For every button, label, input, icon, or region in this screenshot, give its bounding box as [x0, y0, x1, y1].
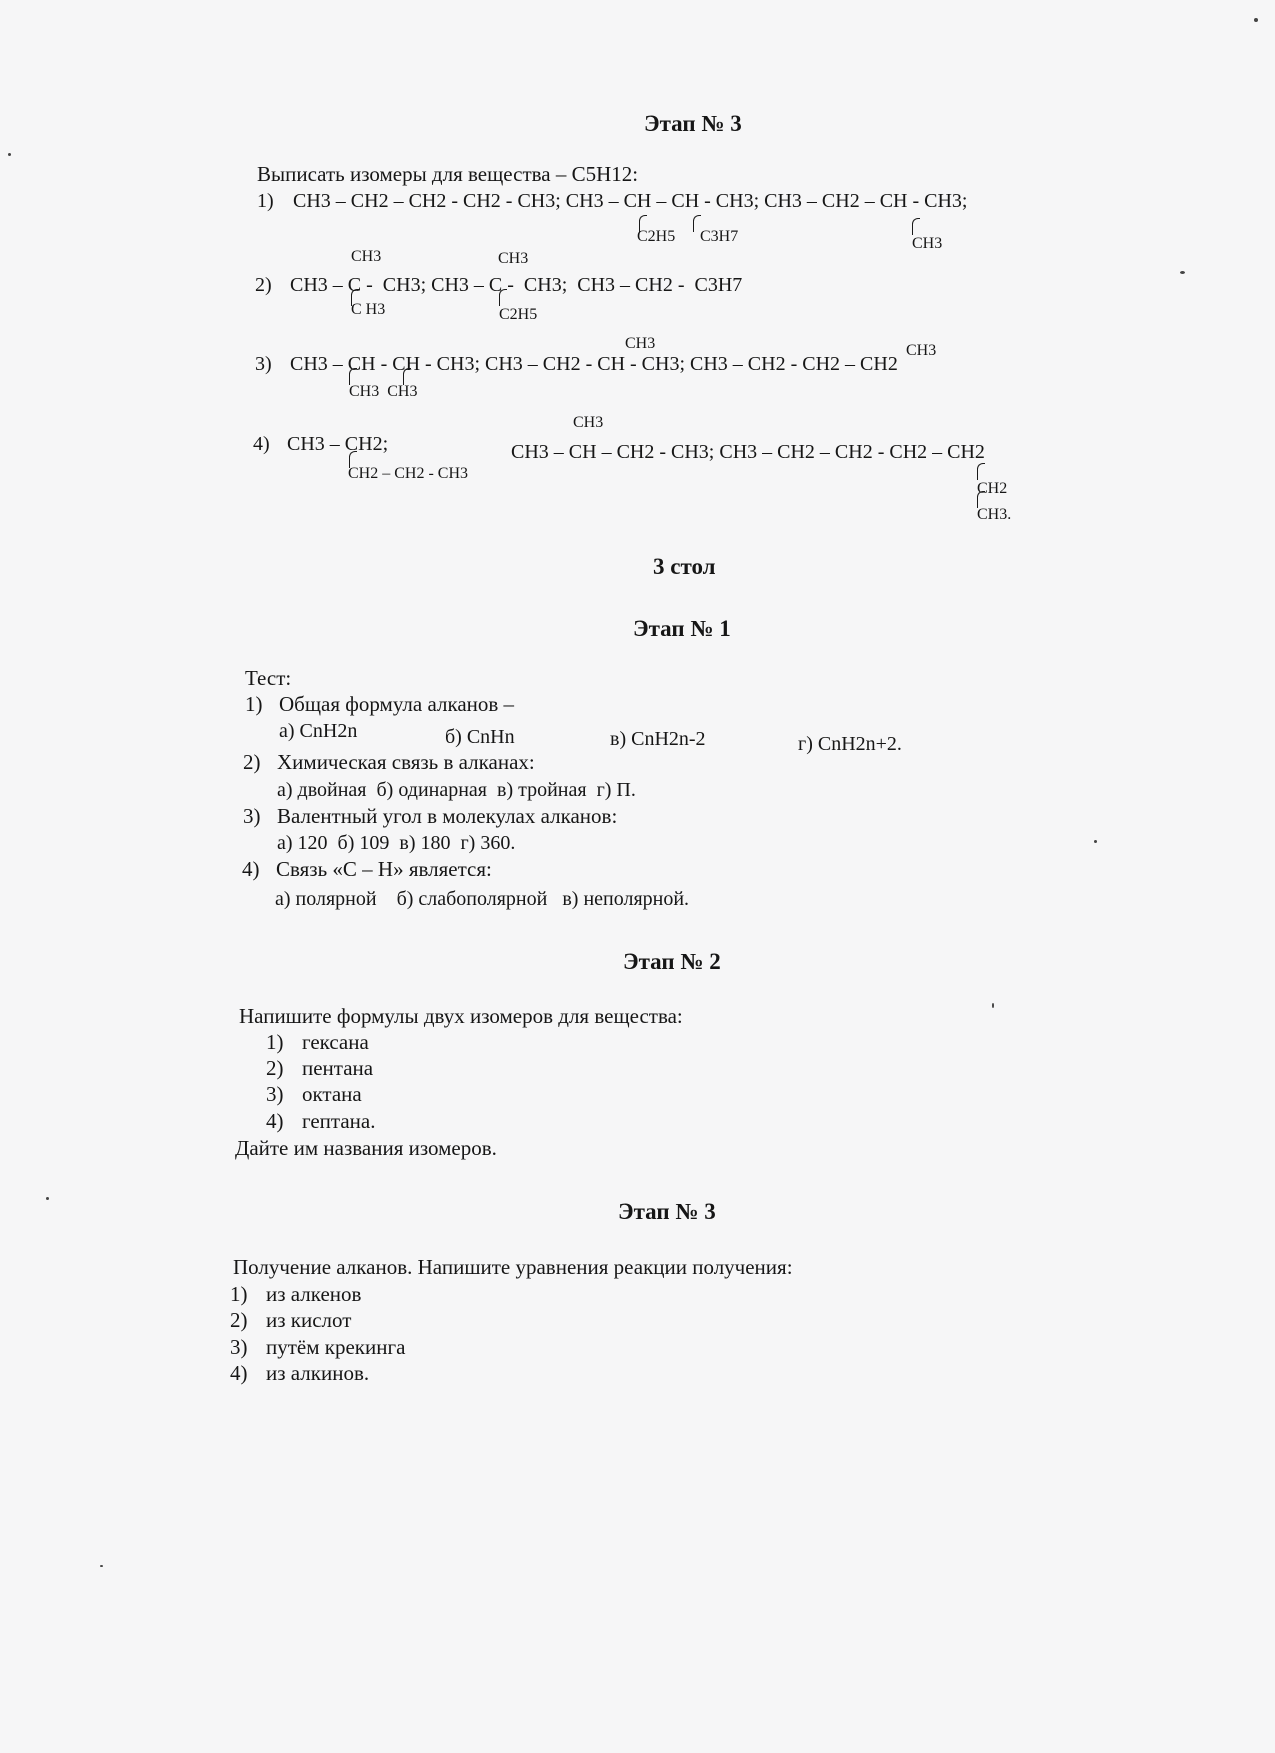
question-text: Связь «C – H» является: [276, 857, 492, 881]
branch-bottom: C H3 [351, 301, 386, 318]
branch-bottom: CH3 CH3 [349, 383, 418, 400]
branch-top: CH3 [498, 250, 529, 267]
branch-top: CH3 [906, 342, 937, 359]
bond-tick [977, 463, 985, 480]
chain-tail: CH3. [977, 506, 1012, 523]
scan-speck [992, 1003, 994, 1008]
item-number: 1) [230, 1282, 248, 1306]
stage2-outro: Дайте им названия изомеров. [235, 1136, 497, 1160]
formula-left: CH3 – CH2; [287, 433, 389, 455]
substituent-ethyl: C2H5 [637, 228, 676, 245]
formula-main: CH3 – CH2 – CH2 - CH2 - CH3; CH3 – CH – CH - CH3; CH3 – CH2 – CH - CH3; [293, 190, 968, 212]
substituent-propyl: C3H7 [700, 228, 739, 245]
formula-main: CH3 – CH – CH2 - CH3; CH3 – CH2 – CH2 - CH2 – CH2 [511, 441, 985, 463]
branch-top: CH3 [351, 248, 382, 265]
branch-top: CH3 [625, 335, 656, 352]
bond-tick [912, 218, 920, 235]
item-text: из кислот [266, 1308, 352, 1332]
question-text: Общая формула алканов – [279, 692, 515, 716]
question-text: Валентный угол в молекулах алканов: [277, 804, 618, 828]
test-intro: Тест: [245, 666, 292, 690]
task-text: Выписать изомеры для вещества – C5H12: [257, 162, 639, 186]
option: а) полярной б) слабополярной в) неполярной. [275, 888, 690, 910]
table-heading: 3 стол [653, 554, 716, 579]
item-text: пентана [302, 1056, 374, 1080]
item-number: 3) [230, 1335, 248, 1359]
item-number: 2) [266, 1056, 284, 1080]
row-number: 3) [255, 353, 272, 375]
heading-stage1: Этап № 1 [633, 616, 731, 641]
item-text: путём крекинга [266, 1335, 406, 1359]
item-number: 3) [266, 1082, 284, 1106]
option: а) двойная б) одинарная в) тройная г) П. [277, 779, 636, 801]
scan-speck [100, 1565, 103, 1567]
option: а) CnH2n [279, 720, 358, 742]
scan-speck [46, 1197, 49, 1200]
heading-stage2: Этап № 2 [623, 949, 721, 974]
stage3-intro: Получение алканов. Напишите уравнения реакции получения: [233, 1255, 793, 1279]
formula-left-chain: CH2 – CH2 - CH3 [348, 465, 469, 482]
branch-top: CH3 [573, 414, 604, 431]
item-text: из алкенов [266, 1282, 362, 1306]
item-number: 4) [266, 1109, 284, 1133]
scan-speck [1094, 840, 1097, 843]
option: а) 120 б) 109 в) 180 г) 360. [277, 832, 516, 854]
bond-tick [499, 289, 507, 306]
item-text: из алкинов. [266, 1361, 370, 1385]
formula-main: CH3 – CH - CH - CH3; CH3 – CH2 - CH - CH3; CH3 – CH2 - CH2 – CH2 [290, 353, 898, 375]
question-number: 2) [243, 750, 261, 774]
heading-stage3: Этап № 3 [618, 1199, 716, 1224]
heading-stage3-top: Этап № 3 [644, 111, 742, 136]
item-text: гептана. [302, 1109, 376, 1133]
option: в) CnH2n-2 [610, 728, 706, 750]
scan-speck [1254, 18, 1258, 22]
scan-speck [8, 153, 11, 156]
substituent-methyl: CH3 [912, 235, 943, 252]
stage2-intro: Напишите формулы двух изомеров для вещества: [239, 1004, 683, 1028]
chain-tail: CH2 [977, 480, 1008, 497]
branch-bottom: C2H5 [499, 306, 538, 323]
row-number: 2) [255, 274, 272, 296]
option: б) CnHn [445, 726, 515, 748]
formula-main: CH3 – C - CH3; CH3 – C - CH3; CH3 – CH2 - C3H7 [290, 274, 743, 296]
row-number: 1) [257, 190, 274, 212]
item-text: октана [302, 1082, 362, 1106]
item-number: 2) [230, 1308, 248, 1332]
question-number: 3) [243, 804, 261, 828]
question-number: 1) [245, 692, 263, 716]
scan-speck [1180, 271, 1185, 274]
option: г) CnH2n+2. [798, 733, 902, 755]
question-text: Химическая связь в алканах: [277, 750, 535, 774]
question-number: 4) [242, 857, 260, 881]
row-number: 4) [253, 433, 270, 455]
item-number: 1) [266, 1030, 284, 1054]
item-number: 4) [230, 1361, 248, 1385]
item-text: гексана [302, 1030, 369, 1054]
